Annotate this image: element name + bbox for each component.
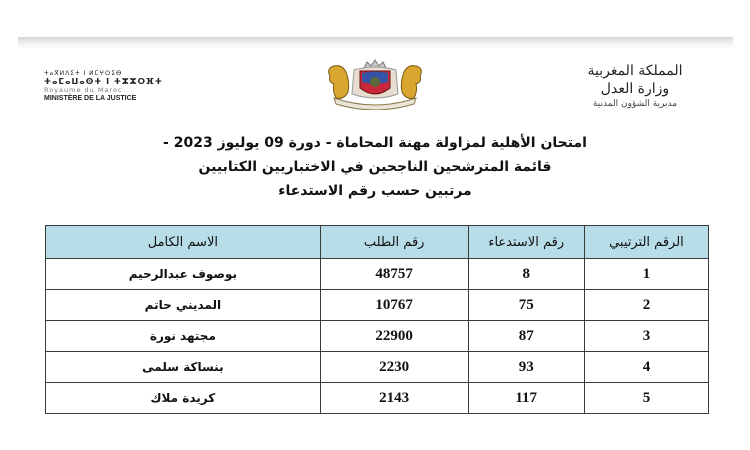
ministere-text: MINISTÈRE DE LA JUSTICE [44, 95, 137, 102]
ministry-logo-arabic [560, 62, 710, 110]
directorate-text: مديرية الشؤون المدنية [592, 99, 678, 109]
cell-rank: 4 [584, 352, 708, 383]
table-row [46, 259, 709, 290]
cell-name: مجتهد نورة [46, 321, 321, 352]
document-titles [0, 131, 750, 203]
tifinagh-line-2: ⵜⴰⵎⴰⵡⴰⵙⵜ ⵏ ⵜⵣⵣⵔⴼⵜ [44, 77, 163, 86]
table-row [46, 290, 709, 321]
results-table [45, 225, 709, 414]
table-row [46, 352, 709, 383]
top-divider-bar [18, 37, 733, 48]
header-application: رقم الطلب [320, 226, 468, 259]
cell-name: بوصوف عبدالرحيم [46, 259, 321, 290]
list-title: قائمة المترشحين الناجحين في الاختباريين الكتابيين [198, 159, 552, 175]
ministry-text: وزارة العدل [600, 81, 670, 97]
cell-convocation: 117 [468, 383, 584, 414]
exam-title: امتحان الأهلية لمزاولة مهنة المحاماة - دورة 09 يوليوز 2023 - [163, 135, 587, 151]
cell-rank: 3 [584, 321, 708, 352]
cell-application: 48757 [320, 259, 468, 290]
header-convocation: رقم الاستدعاء [468, 226, 584, 259]
table-row [46, 321, 709, 352]
table-header-row [46, 226, 709, 259]
cell-convocation: 87 [468, 321, 584, 352]
royaume-text: Royaume du Maroc [44, 86, 123, 94]
table-row [46, 383, 709, 414]
cell-rank: 1 [584, 259, 708, 290]
header-rank: الرقم الترتيبي [584, 226, 708, 259]
cell-application: 2230 [320, 352, 468, 383]
cell-rank: 2 [584, 290, 708, 321]
cell-convocation: 8 [468, 259, 584, 290]
cell-name: كريدة ملاك [46, 383, 321, 414]
header-name: الاسم الكامل [46, 226, 321, 259]
sort-subtitle: مرتبين حسب رقم الاستدعاء [278, 183, 472, 199]
ministry-logo-latin [44, 70, 164, 103]
cell-application: 2143 [320, 383, 468, 414]
cell-application: 10767 [320, 290, 468, 321]
coat-of-arms-icon [320, 58, 430, 110]
cell-convocation: 75 [468, 290, 584, 321]
tifinagh-line-1: ⵜⴰⴳⵍⴷⵉⵜ ⵏ ⵍⵎⵖⵔⵉⴱ [44, 70, 123, 77]
cell-application: 22900 [320, 321, 468, 352]
kingdom-text: المملكة المغربية [587, 63, 683, 79]
cell-name: المديني حاتم [46, 290, 321, 321]
cell-convocation: 93 [468, 352, 584, 383]
cell-rank: 5 [584, 383, 708, 414]
cell-name: بنساكة سلمى [46, 352, 321, 383]
